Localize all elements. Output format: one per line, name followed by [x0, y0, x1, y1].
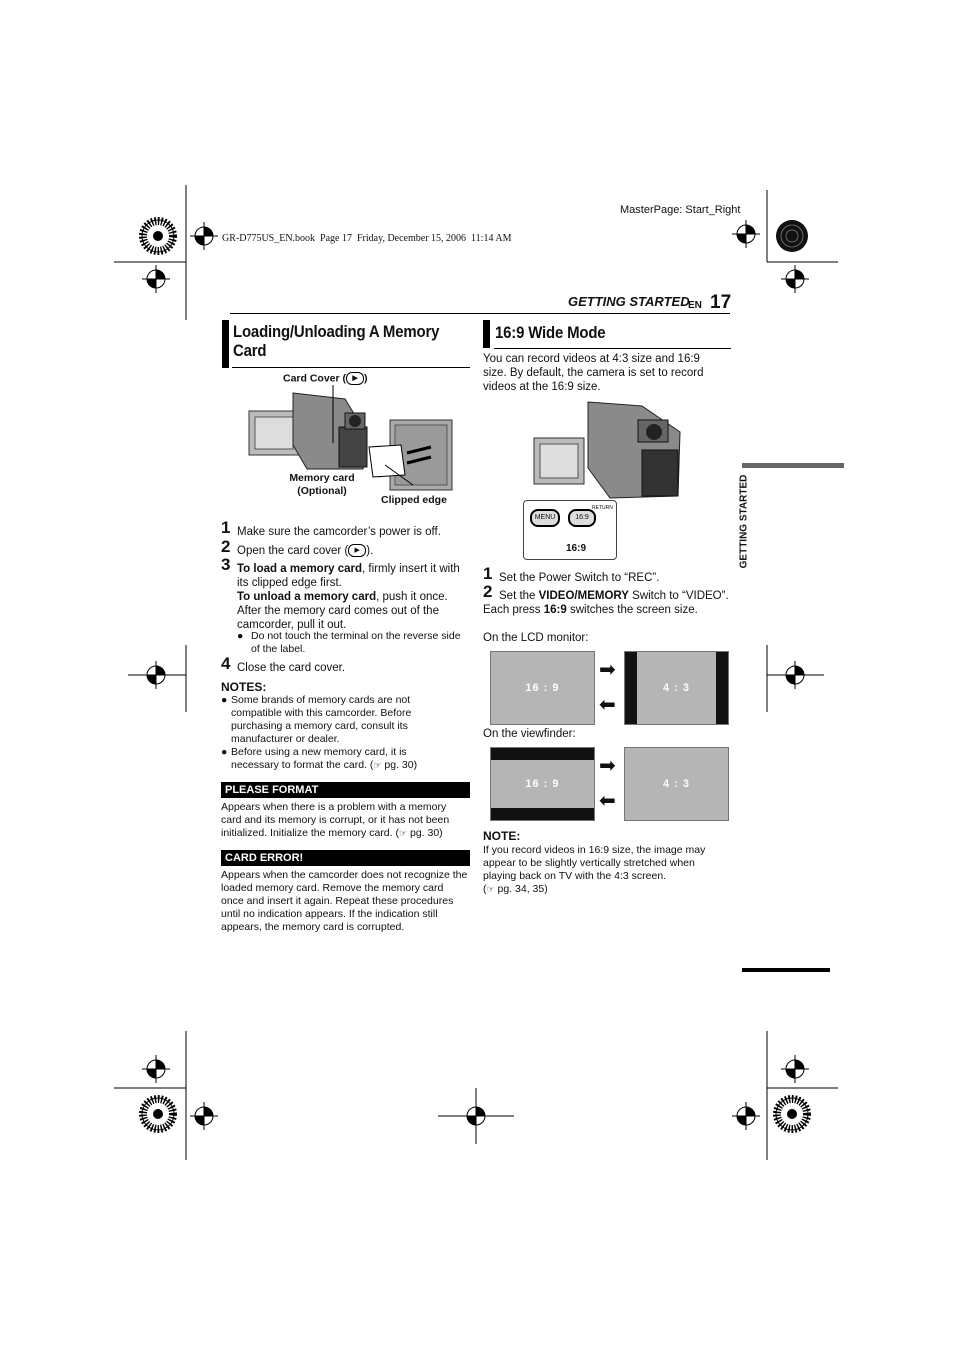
master-page-label: MasterPage: Start_Right [620, 204, 741, 216]
menu-button: MENU [530, 509, 560, 527]
page-number: 17 [710, 292, 732, 313]
title-underline [232, 367, 470, 368]
play-icon: ▶ [348, 544, 366, 557]
step-text: Set the Power Switch to “REC”. [499, 572, 660, 584]
side-tab-label: GETTING STARTED [738, 474, 750, 569]
section-title: Loading/Unloading A Memory Card [233, 322, 440, 360]
camcorder-figure [530, 398, 695, 503]
card-error-text: Appears when the camcorder does not recognize the loaded memory card. Remove the memory card once and insert it again. Repeat these procedures until no indication appears. If the indication still appears, the memory card is corrupted. [221, 869, 468, 933]
callout-label: 16:9 [566, 543, 587, 554]
step-text: Make sure the camcorder’s power is off. [237, 526, 441, 538]
please-format-text: Appears when there is a problem with a memory card and its memory is corrupt, or it has not been initialized. Initialize the memory card. (☞ pg. 30) [221, 801, 450, 839]
header-rule [230, 313, 730, 314]
button-callout [523, 500, 617, 560]
vf-screen-43: 4 : 3 [624, 747, 729, 821]
memory-card-label: Memory card (Optional) [289, 472, 355, 497]
viewfinder-label: On the viewfinder: [483, 728, 576, 740]
arrow-right-icon: ➡ [599, 659, 616, 681]
step-number: 4 [221, 654, 231, 673]
intro-text: You can record videos at 4:3 size and 16:9 size. By default, the camera is set to record videos at the 16:9 size. [483, 353, 704, 393]
section-header: GETTING STARTED [568, 294, 690, 309]
clipped-edge-label: Clipped edge [381, 494, 447, 506]
note-text: If you record videos in 16:9 size, the image may appear to be slightly vertically stretched when playing back on TV with the 4:3 screen. (☞ pg. 34, 35) [483, 844, 706, 895]
section-title: 16:9 Wide Mode [495, 323, 606, 342]
step-bullet: ● Do not touch the terminal on the reverse side of the label. [237, 630, 461, 655]
lcd-screen-43: 4 : 3 [624, 651, 729, 725]
note-item: ● Some brands of memory cards are not compatible with this camcorder. Before purchasing a memory card, consult its manufacturer or dealer. [221, 694, 412, 745]
notes-title: NOTES: [221, 680, 267, 694]
side-tab-bar [742, 463, 844, 468]
book-line: GR-D775US_EN.book Page 17 Friday, December 15, 2006 11:14 AM [222, 233, 512, 244]
lang-label: EN [688, 300, 702, 311]
step-number: 1 [483, 564, 493, 583]
section-bar [483, 320, 490, 348]
step-number: 1 [221, 518, 231, 537]
lcd-screen-169: 16 : 9 [490, 651, 595, 725]
card-error-header: CARD ERROR! [221, 850, 470, 866]
arrow-right-icon: ➡ [599, 755, 616, 777]
title-underline [494, 348, 731, 349]
step-text: Open the card cover ( ▶ ). [237, 545, 374, 557]
side-bottom-bar [742, 968, 830, 972]
lcd-label: On the LCD monitor: [483, 632, 589, 644]
return-label: RETURN [592, 505, 613, 511]
arrow-left-icon: ➡ [599, 694, 616, 716]
note-title: NOTE: [483, 829, 521, 843]
step-text: Set the VIDEO/MEMORY Switch to “VIDEO”. Each press 16:9 switches the screen size. [483, 590, 729, 616]
play-icon: ▶ [346, 372, 364, 385]
vf-screen-169: 16 : 9 [490, 747, 595, 821]
arrow-left-icon: ➡ [599, 790, 616, 812]
wide-button: 16:9 [568, 509, 596, 527]
note-item: ● Before using a new memory card, it is necessary to format the card. (☞ pg. 30) [221, 746, 418, 771]
step-text: To load a memory card, firmly insert it with its clipped edge first. To unload a memory card, push it once. After the memory card comes out of the camcorder, pull it out. [237, 563, 460, 631]
step-number: 2 [483, 582, 493, 601]
step-number: 2 [221, 537, 231, 556]
step-text: Close the card cover. [237, 662, 346, 674]
section-bar [222, 320, 229, 368]
please-format-header: PLEASE FORMAT [221, 782, 470, 798]
card-cover-label: Card Cover ( ▶ ) [283, 372, 368, 385]
step-number: 3 [221, 555, 231, 574]
